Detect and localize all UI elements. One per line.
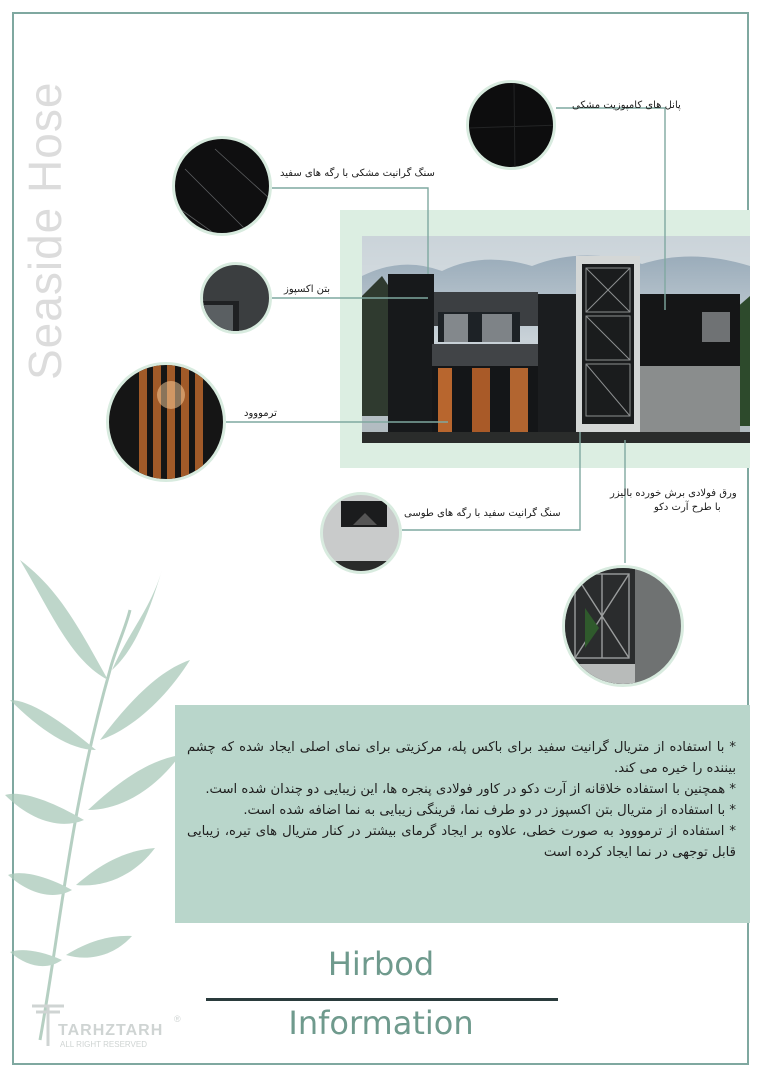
description-paragraph: * با استفاده از متریال بتن اکسپوز در دو طرف نما، قرینگی زیبایی به نما اضافه شده است. (243, 803, 736, 818)
tarhztarh-logo (28, 1002, 188, 1052)
vertical-title: Seaside Hose (19, 81, 71, 380)
logo-text: TARHZTARH (58, 1022, 164, 1039)
steel-sheet-label: ورق فولادی برش خورده بالیزر (610, 488, 737, 499)
thermowood-swatch (106, 362, 226, 482)
description-paragraph: * همچنین با استفاده خلاقانه از آرت دکو در کاور فولادی پنجره ها، این زیبایی دو چندان شده است. (205, 782, 736, 797)
logo-subtext: ALL RIGHT RESERVED (60, 1040, 147, 1049)
steel-sheet-label-line2: با طرح آرت دکو (654, 502, 721, 513)
registered-mark: ® (174, 1014, 181, 1024)
composite-panel-label: پانل های کامپوزیت مشکی (572, 100, 681, 111)
white-granite-swatch (320, 492, 402, 574)
white-granite-label: سنگ گرانیت سفید با رگه های طوسی (404, 508, 561, 519)
exposed-concrete-label: بتن اکسپوز (284, 284, 331, 295)
steel-sheet-swatch (562, 565, 684, 687)
footer-title-hirbod: Hirbod (327, 945, 435, 983)
black-granite-swatch (172, 136, 272, 236)
footer-divider (206, 998, 558, 1001)
description-box (175, 705, 750, 923)
composite-panel-swatch (466, 80, 556, 170)
description-paragraph: * استفاده از ترمووود به صورت خطی، علاوه بر ایجاد گرمای بیشتر در کنار متریال های تیره، زیبایی قابل توجهی در نما ایجاد کرده است (187, 824, 736, 860)
description-paragraph: * با استفاده از متریال گرانیت سفید برای باکس پله، مرکزیتی برای نمای اصلی ایجاد شده که چشم بیننده را خیره می کند. (187, 740, 736, 776)
exposed-concrete-swatch (200, 262, 272, 334)
footer-title-information: Information (288, 1004, 474, 1042)
black-granite-label: سنگ گرانیت مشکی با رگه های سفید (280, 168, 435, 179)
thermowood-label: ترمووود (244, 408, 277, 419)
